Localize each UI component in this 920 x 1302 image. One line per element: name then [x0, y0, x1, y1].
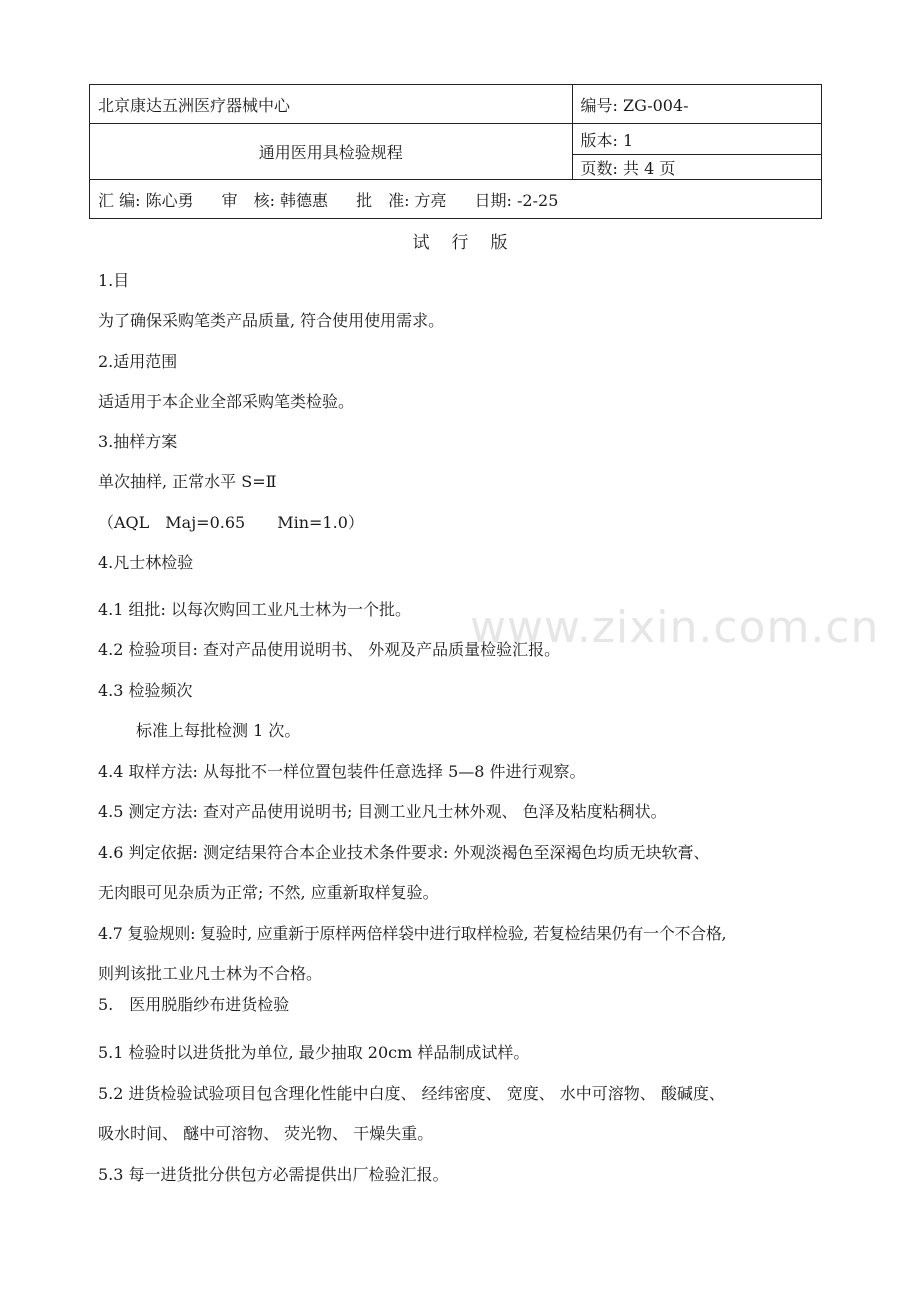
- document-title: 通用医用具检验规程: [90, 124, 573, 180]
- paragraph: 4.2 检验项目: 查对产品使用说明书、 外观及产品质量检验汇报。: [98, 640, 561, 659]
- paragraph: 4.5 测定方法: 查对产品使用说明书; 目测工业凡士林外观、 色泽及粘度粘稠状。: [98, 802, 667, 821]
- trial-version-label: 试行版: [412, 233, 530, 253]
- document-code: 编号: ZG-004-: [572, 85, 821, 124]
- paragraph: 吸水时间、 醚中可溶物、 荧光物、 干燥失重。: [98, 1124, 434, 1143]
- paragraph: 则判该批工业凡士林为不合格。: [98, 964, 323, 983]
- date-field: 日期: -2-25: [474, 190, 559, 210]
- paragraph: 4.4 取样方法: 从每批不一样位置包装件任意选择 5—8 件进行观察。: [98, 762, 586, 781]
- document-header-table: [89, 84, 822, 219]
- watermark-text: www.zixin.com.cn: [470, 602, 880, 653]
- section-heading: 5. 医用脱脂纱布进货检验: [98, 995, 290, 1014]
- paragraph: 5.1 检验时以进货批为单位, 最少抽取 20cm 样品制成试样。: [98, 1043, 530, 1062]
- paragraph: 为了确保采购笔类产品质量, 符合使用使用需求。: [98, 311, 445, 330]
- paragraph: 5.3 每一进货批分供包方必需提供出厂检验汇报。: [98, 1165, 449, 1184]
- paragraph: （AQL Maj=0.65 Min=1.0）: [98, 513, 364, 532]
- section-heading: 3.抽样方案: [98, 432, 178, 451]
- section-heading: 1.目: [98, 271, 130, 290]
- paragraph: 适适用于本企业全部采购笔类检验。: [98, 392, 355, 411]
- paragraph: 5.2 进货检验试验项目包含理化性能中白度、 经纬密度、 宽度、 水中可溶物、 酸碱度、: [98, 1084, 725, 1103]
- paragraph: 标准上每批检测 1 次。: [136, 721, 301, 740]
- paragraph: 无肉眼可见杂质为正常; 不然, 应重新取样复验。: [98, 883, 439, 902]
- reviewer-field: 审 核: 韩德惠: [221, 190, 329, 210]
- paragraph: 4.3 检验频次: [98, 681, 193, 700]
- paragraph: 4.7 复验规则: 复验时, 应重新于原样两倍样袋中进行取样检验, 若复检结果仍有一个不合格,: [98, 924, 727, 943]
- paragraph: 4.6 判定依据: 测定结果符合本企业技术条件要求: 外观淡褐色至深褐色均质无块软膏、: [98, 843, 710, 862]
- organization-name: 北京康达五洲医疗器械中心: [90, 85, 573, 124]
- section-heading: 2.适用范围: [98, 352, 178, 371]
- section-heading: 4.凡士林检验: [98, 553, 194, 572]
- signature-row: [90, 180, 822, 219]
- document-page-count: 页数: 共 4 页: [572, 155, 821, 180]
- approver-field: 批 准: 方亮: [356, 190, 447, 210]
- paragraph: 单次抽样, 正常水平 S=Ⅱ: [98, 472, 277, 491]
- compiler-field: 汇 编: 陈心勇: [98, 190, 194, 210]
- paragraph: 4.1 组批: 以每次购回工业凡士林为一个批。: [98, 600, 412, 619]
- document-version: 版本: 1: [572, 124, 821, 155]
